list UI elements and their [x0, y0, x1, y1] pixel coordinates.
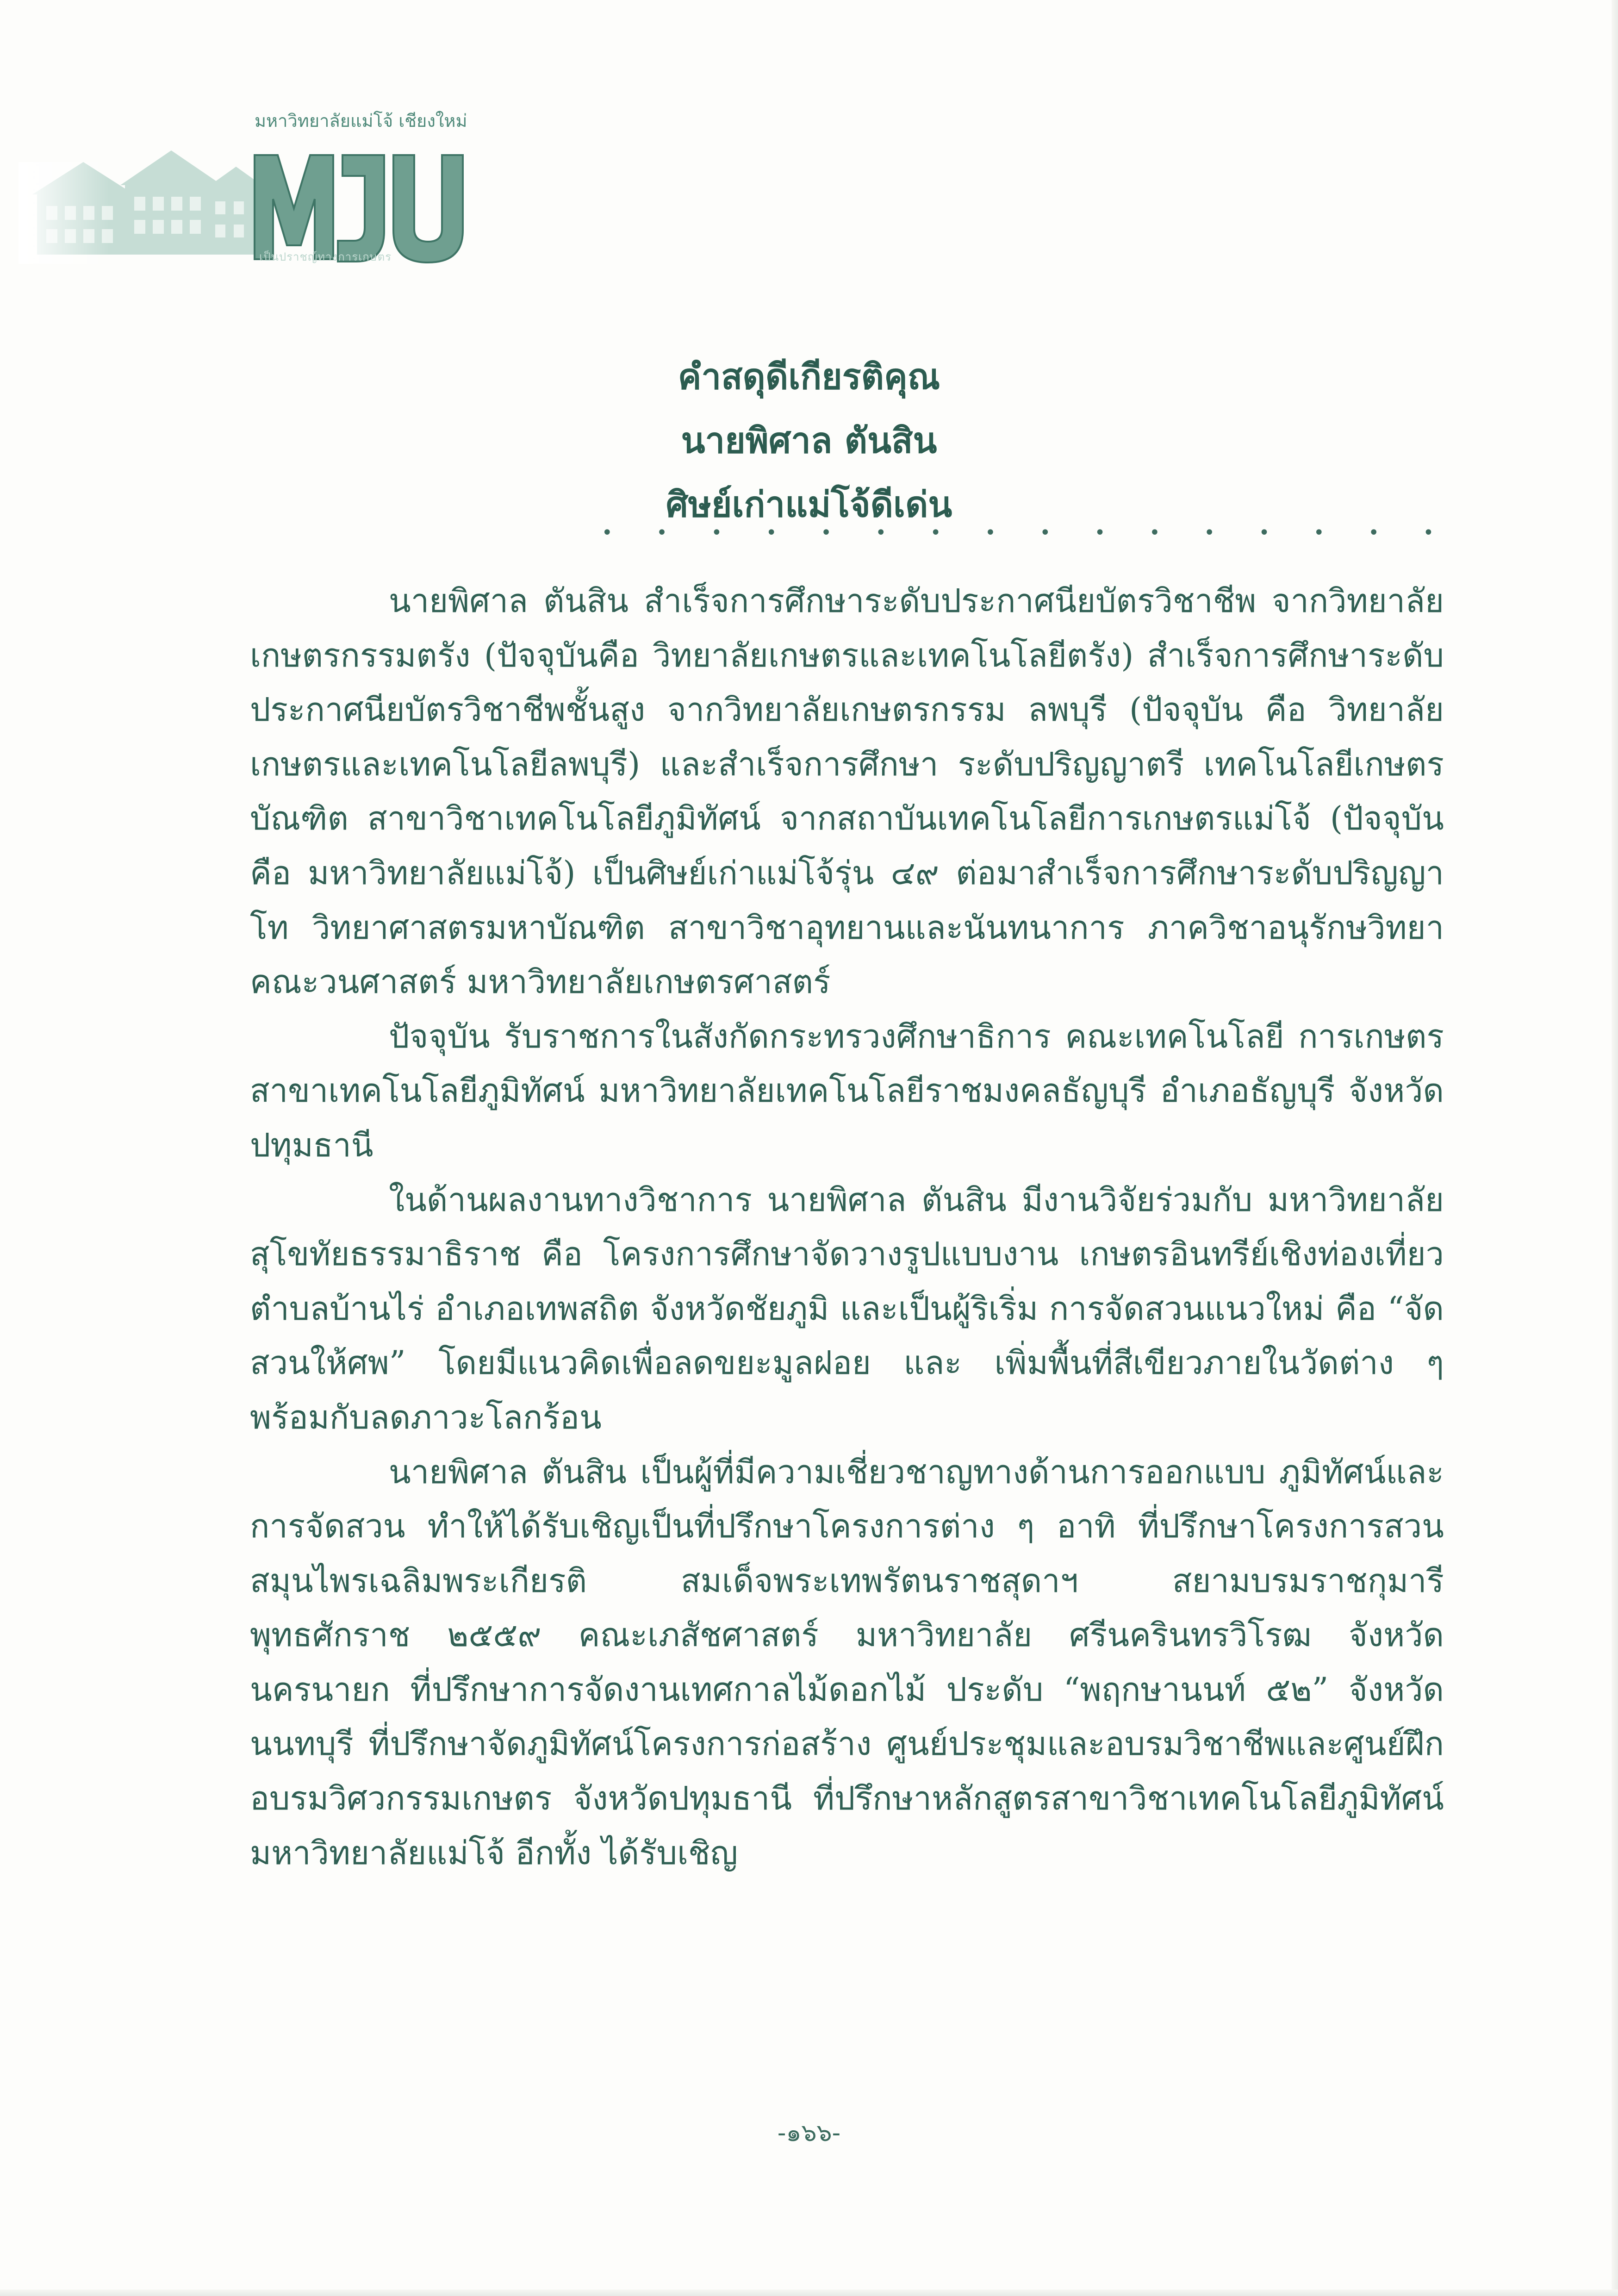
paragraph-academic-work: ในด้านผลงานทางวิชาการ นายพิศาล ตันสิน มีงานวิจัยร่วมกับ มหาวิทยาลัยสุโขทัยธรรมาธิราช คือ โครงการศึกษาจัดวางรูปแบบงาน เกษตรอินทรีย์เชิงท่องเที่ยว ตำบลบ้านไร่ อำเภอเทพสถิต จังหวัดชัยภูมิ และเป็นผู้ริเริ่ม การจัดสวนแนวใหม่ คือ “จัดสวนให้ศพ” โดยมีแนวคิดเพื่อลดขยะมูลฝอย และ เพิ่มพื้นที่สีเขียวภายในวัดต่าง ๆ พร้อมกับลดภาวะโลกร้อน — [250, 1180, 1444, 1436]
paragraph-education: นายพิศาล ตันสิน สำเร็จการศึกษาระดับประกาศนียบัตรวิชาชีพ จากวิทยาลัยเกษตรกรรมตรัง (ปัจจุบันคือ วิทยาลัยเกษตรและเทคโนโลยีตรัง) สำเร็จการศึกษาระดับประกาศนียบัตรวิชาชีพชั้นสูง จากวิทยาลัยเกษตรกรรม ลพบุรี (ปัจจุบัน คือ วิทยาลัยเกษตรและเทคโนโลยีลพบุรี) และสำเร็จการศึกษา ระดับปริญญาตรี เทคโนโลยีเกษตรบัณฑิต สาขาวิชาเทคโนโลยีภูมิทัศน์ จากสถาบันเทคโนโลยีการเกษตรแม่โจ้ (ปัจจุบันคือ มหาวิทยาลัยแม่โจ้) เป็นศิษย์เก่าแม่โจ้รุ่น ๔๙ ต่อมาสำเร็จการศึกษาระดับปริญญาโท วิทยาศาสตรมหาบัณฑิต สาขาวิชาอุทยานและนันทนาการ ภาควิชาอนุรักษวิทยา คณะวนศาสตร์ มหาวิทยาลัยเกษตรศาสตร์ — [250, 582, 1444, 1001]
university-logo — [19, 106, 481, 282]
dotted-divider: • • • • • • • • • • • • • • • • — [602, 522, 1453, 543]
logo-thai-name: มหาวิทยาลัยแม่โจ้ เชียงใหม่ — [255, 111, 467, 131]
title-line-1: คำสดุดีเกียรติคุณ — [678, 356, 940, 397]
citation-body — [250, 574, 1444, 1880]
page-edge-right — [1612, 0, 1618, 2296]
logo-subtitle: เป็นปราชญ์ทางการเกษตร — [259, 250, 392, 263]
title-block — [0, 345, 1618, 537]
paragraph-current-position: ปัจจุบัน รับราชการในสังกัดกระทรวงศึกษาธิการ คณะเทคโนโลยี การเกษตร สาขาเทคโนโลยีภูมิทัศน์ มหาวิทยาลัยเทคโนโลยีราชมงคลธัญบุรี อำเภอธัญบุรี จังหวัดปทุมธานี — [250, 1017, 1444, 1164]
paragraph-expertise: นายพิศาล ตันสิน เป็นผู้ที่มีความเชี่ยวชาญทางด้านการออกแบบ ภูมิทัศน์และการจัดสวน ทำให้ได้รับเชิญเป็นที่ปรึกษาโครงการต่าง ๆ อาทิ ที่ปรึกษาโครงการสวนสมุนไพรเฉลิมพระเกียรติ สมเด็จพระเทพรัตนราชสุดาฯ สยามบรมราชกุมารี พุทธศักราช ๒๕๕๙ คณะเภสัชศาสตร์ มหาวิทยาลัย ศรีนครินทรวิโรฒ จังหวัดนครนายก ที่ปรึกษาการจัดงานเทศกาลไม้ดอกไม้ ประดับ “พฤกษานนท์ ๕๒” จังหวัดนนทบุรี ที่ปรึกษาจัดภูมิทัศน์โครงการก่อสร้าง ศูนย์ประชุมและอบรมวิชาชีพและศูนย์ฝึกอบรมวิศวกรรมเกษตร จังหวัดปทุมธานี ที่ปรึกษาหลักสูตรสาขาวิชาเทคโนโลยีภูมิทัศน์ มหาวิทยาลัยแม่โจ้ อีกทั้ง ได้รับเชิญ — [250, 1453, 1444, 1872]
page-edge-bottom — [0, 2290, 1618, 2296]
title-line-3: ศิษย์เก่าแม่โจ้ดีเด่น — [666, 484, 952, 525]
title-line-2: นายพิศาล ตันสิน — [681, 420, 937, 461]
page-number: -๑๖๖- — [777, 2119, 841, 2147]
mju-letters — [255, 155, 463, 262]
